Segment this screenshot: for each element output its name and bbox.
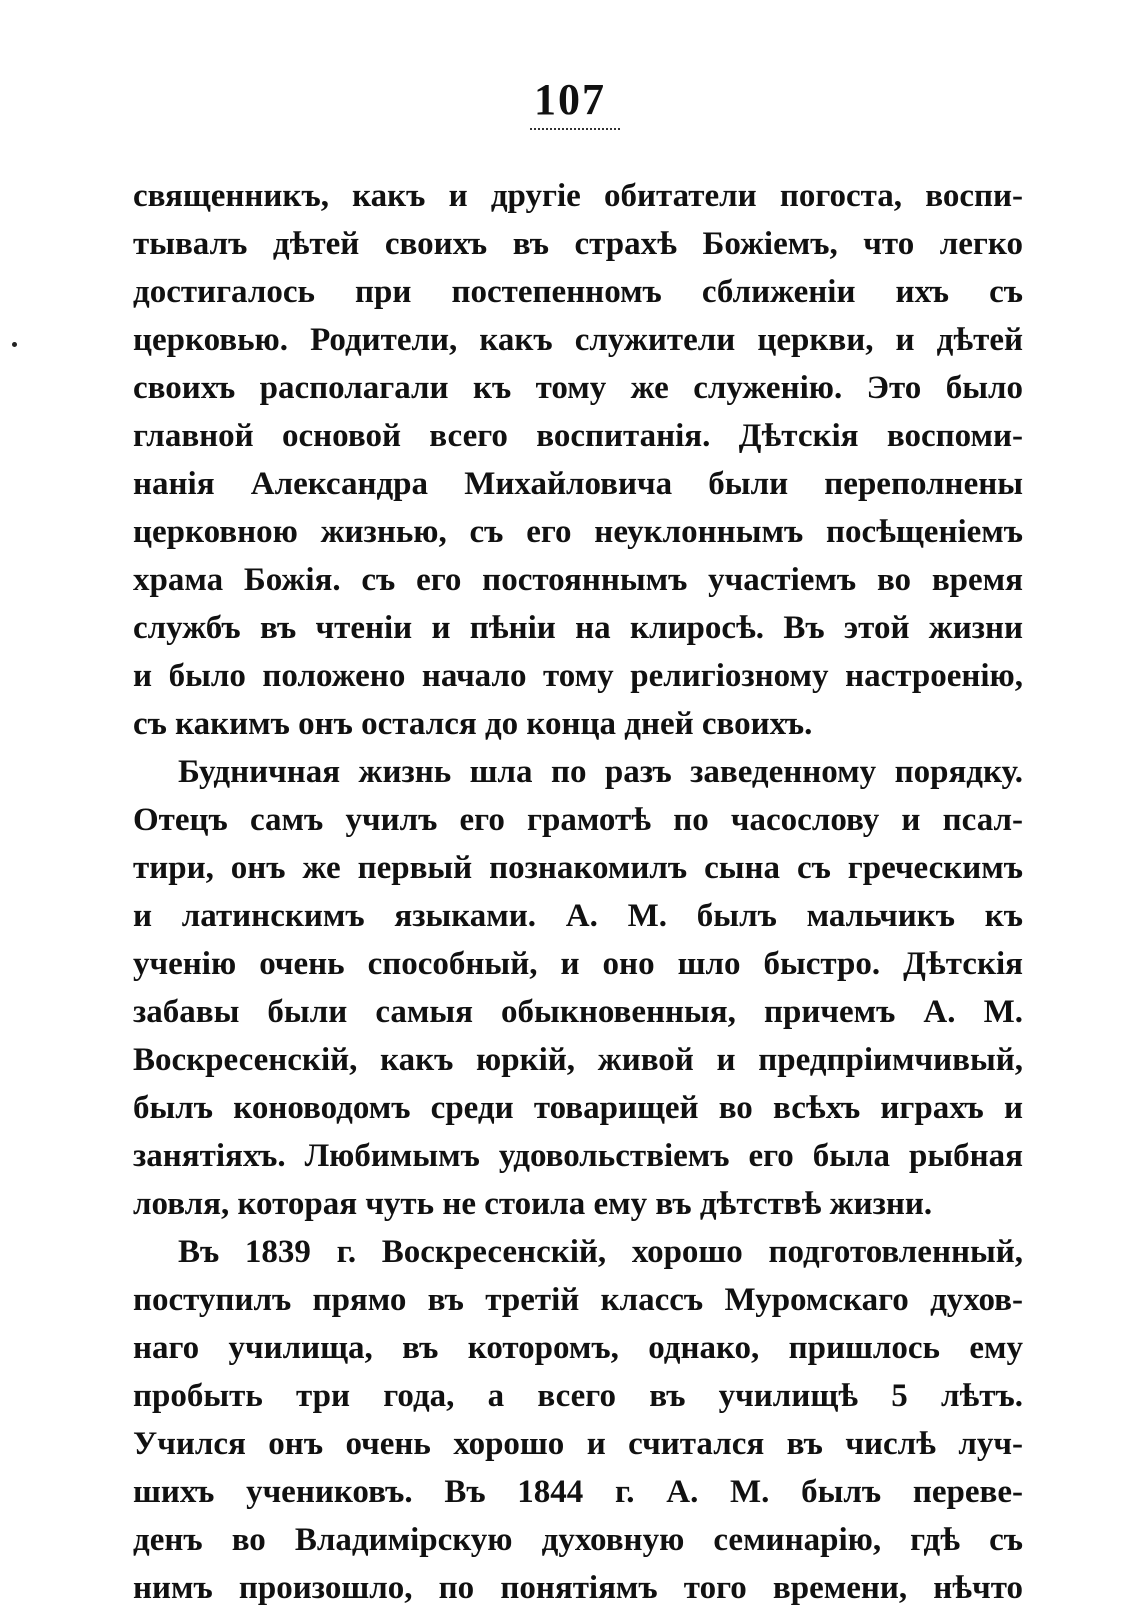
text-line: ученію очень способный, и оно шло быстро. Дѣтскія (133, 946, 1023, 982)
text-line: церковною жизнью, съ его неуклоннымъ посѣщеніемъ (133, 514, 1023, 550)
text-line: нанія Александра Михайловича были переполнены (133, 466, 1023, 502)
text-line: занятіяхъ. Любимымъ удовольствіемъ его была рыбная (133, 1138, 1023, 1174)
text-line: тывалъ дѣтей своихъ въ страхѣ Божіемъ, что легко (133, 226, 1023, 262)
text-line: забавы были самыя обыкновенныя, причемъ А. М. (133, 994, 1023, 1030)
text-line: храма Божія. съ его постояннымъ участіемъ во время (133, 562, 1023, 598)
text-line: шихъ учениковъ. Въ 1844 г. А. М. былъ переве- (133, 1474, 1023, 1510)
text-line: церковью. Родители, какъ служители церкви, и дѣтей (133, 322, 1023, 358)
text-line: наго училища, въ которомъ, однако, пришлось ему (133, 1330, 1023, 1366)
text-line: Учился онъ очень хорошо и считался въ числѣ луч- (133, 1426, 1023, 1462)
text-line: съ какимъ онъ остался до конца дней своихъ. (133, 706, 813, 742)
text-line: и латинскимъ языками. А. М. былъ мальчикъ къ (133, 898, 1023, 934)
page-number-rule (530, 128, 620, 130)
text-line: главной основой всего воспитанія. Дѣтскія воспоми- (133, 418, 1023, 454)
text-line: Отецъ самъ училъ его грамотѣ по часослову и псал- (133, 802, 1023, 838)
stray-ink-dot (12, 342, 17, 347)
text-line: тири, онъ же первый познакомилъ сына съ греческимъ (133, 850, 1023, 886)
text-line: службъ въ чтеніи и пѣніи на клиросѣ. Въ этой жизни (133, 610, 1023, 646)
text-line: Воскресенскій, какъ юркій, живой и предпріимчивый, (133, 1042, 1023, 1078)
text-line: священникъ, какъ и другіе обитатели погоста, воспи- (133, 178, 1023, 214)
text-line: денъ во Владимірскую духовную семинарію, гдѣ съ (133, 1522, 1023, 1558)
text-line: нимъ произошло, по понятіямъ того времени, нѣчто (133, 1570, 1023, 1606)
text-line: и было положено начало тому религіозному настроенію, (133, 658, 1023, 694)
text-line: былъ коноводомъ среди товарищей во всѣхъ играхъ и (133, 1090, 1023, 1126)
body-text (133, 172, 1023, 1612)
page-number: 107 (534, 75, 606, 124)
text-line: Въ 1839 г. Воскресенскій, хорошо подготовленный, (178, 1234, 1023, 1270)
text-line: ловля, которая чуть не стоила ему въ дѣтствѣ жизни. (133, 1186, 933, 1222)
text-line: своихъ располагали къ тому же служенію. Это было (133, 370, 1023, 406)
text-line: достигалось при постепенномъ сближеніи ихъ съ (133, 274, 1023, 310)
text-line: Будничная жизнь шла по разъ заведенному порядку. (178, 754, 1023, 790)
text-line: поступилъ прямо въ третій классъ Муромскаго духов- (133, 1282, 1023, 1318)
text-line: пробыть три года, а всего въ училищѣ 5 лѣтъ. (133, 1378, 1023, 1414)
